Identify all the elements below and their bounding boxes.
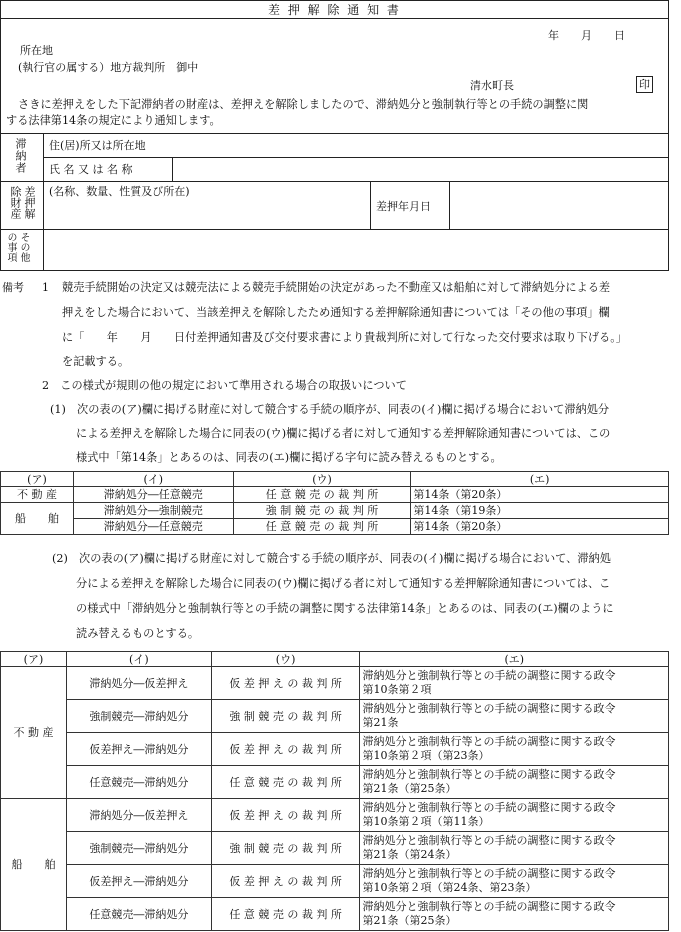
- table2-group-ship: 船 舶: [1, 799, 67, 931]
- table2-cell-d-line1: 滞納処分と強制執行等との手続の調整に関する政令: [362, 669, 616, 682]
- table-row: [1, 832, 669, 865]
- address-label: 所在地: [20, 44, 53, 57]
- table1-header-a: (ア): [1, 472, 74, 487]
- body-text-line1: さきに差押えをした下記滞納者の財産は、差押えを解除しましたので、滞納処分と強制執行等との手続の調整に関: [18, 98, 589, 111]
- table2-cell-b: 滞納処分―仮差押え: [66, 799, 211, 832]
- table2-cell-c: 任 意 競 売 の 裁 判 所: [211, 898, 360, 931]
- table2-cell-d-line1: 滞納処分と強制執行等との手続の調整に関する政令: [362, 834, 616, 847]
- table2-cell-d: [360, 865, 669, 898]
- taxpayer-label: 滞納者: [14, 138, 27, 174]
- table2-group-realestate: 不 動 産: [1, 667, 67, 799]
- note1-line2: 押えをした場合において、当該差押えを解除したため通知する差押解除通知書については「その他の事項」欄: [62, 306, 610, 319]
- property-description-label: (名称、数量、性質及び所在): [49, 185, 190, 198]
- table1-cell-d: 第14条（第19条）: [411, 503, 669, 519]
- table2-cell-d-line1: 滞納処分と強制執行等との手続の調整に関する政令: [362, 867, 616, 880]
- table-row: [1, 667, 669, 700]
- table2-cell-c: 強 制 競 売 の 裁 判 所: [211, 832, 360, 865]
- para1-line3: 様式中「第14条」とあるのは、同表の(エ)欄に掲げる字句に読み替えるものとする。: [76, 451, 502, 464]
- table2-cell-d: [360, 832, 669, 865]
- table-row: [1, 733, 669, 766]
- table2-cell-d: [360, 898, 669, 931]
- table2-header-c: (ウ): [211, 652, 360, 667]
- table2-cell-d-line1: 滞納処分と強制執行等との手続の調整に関する政令: [362, 900, 616, 913]
- table2-cell-d-line2: 第21条（第24条）: [362, 848, 457, 861]
- table1-cell-a: 不 動 産: [1, 487, 74, 503]
- para2-line3: の様式中「滞納処分と強制執行等との手続の調整に関する法律第14条」とあるのは、同表の(エ)欄のように: [76, 602, 614, 615]
- table-row: [1, 865, 669, 898]
- table-row: [1, 700, 669, 733]
- table2-cell-d: [360, 766, 669, 799]
- para2-line4: 読み替えるものとする。: [76, 627, 200, 640]
- table2-cell-d: [360, 733, 669, 766]
- table2-cell-c: 仮 差 押 え の 裁 判 所: [211, 667, 360, 700]
- table2-cell-d-line2: 第21条（第25条）: [362, 782, 457, 795]
- table2-cell-b: 任意競売―滞納処分: [66, 898, 211, 931]
- table1-cell-c: 任 意 競 売 の 裁 判 所: [233, 487, 411, 503]
- table2-cell-d-line2: 第10条第２項（第23条）: [362, 749, 490, 762]
- table2-header-a: (ア): [1, 652, 67, 667]
- para2-line1: (2) 次の表の(ア)欄に掲げる財産に対して競合する手続の順序が、同表の(イ)欄に掲げる場合において、滞納処: [52, 552, 611, 565]
- table2-header-b: (イ): [66, 652, 211, 667]
- table2-cell-d-line2: 第10条第２項: [362, 683, 432, 696]
- table2-cell-d-line1: 滞納処分と強制執行等との手続の調整に関する政令: [362, 801, 616, 814]
- table-row: [1, 898, 669, 931]
- table1-cell-c: 任 意 競 売 の 裁 判 所: [233, 519, 411, 535]
- table1-header-row: [1, 472, 669, 487]
- name-field-label: 氏 名 又 は 名 称: [49, 163, 133, 176]
- note1-number: 1: [42, 281, 49, 294]
- table-row: [1, 503, 669, 519]
- court-label: (執行官の属する）地方裁判所 御中: [18, 61, 199, 74]
- table1-cell-d: 第14条（第20条）: [411, 487, 669, 503]
- note1-line1: 競売手続開始の決定又は競売法による競売手続開始の決定があった不動産又は船舶に対して滞納処分による差: [62, 281, 611, 294]
- table2-cell-b: 仮差押え―滞納処分: [66, 865, 211, 898]
- table1: [0, 471, 669, 535]
- notes-heading: 備考: [2, 281, 24, 294]
- table2-cell-d-line2: 第10条第２項（第24条、第23条）: [362, 881, 537, 894]
- table2-cell-b: 任意競売―滞納処分: [66, 766, 211, 799]
- table1-cell-b: 滞納処分―任意競売: [73, 487, 233, 503]
- table2-cell-b: 滞納処分―仮差押え: [66, 667, 211, 700]
- table2-header-row: [1, 652, 669, 667]
- table1-cell-b: 滞納処分―強制競売: [73, 503, 233, 519]
- table2-cell-d-line2: 第21条（第25条）: [362, 914, 457, 927]
- body-text-line2: する法律第14条の規定により通知します。: [6, 114, 221, 127]
- table2-cell-d-line1: 滞納処分と強制執行等との手続の調整に関する政令: [362, 768, 616, 781]
- table1-header-c: (ウ): [233, 472, 411, 487]
- table2-cell-d: [360, 799, 669, 832]
- table2-cell-c: 任 意 競 売 の 裁 判 所: [211, 766, 360, 799]
- seizure-date-label: 差押年月日: [376, 200, 431, 213]
- table2-cell-c: 仮 差 押 え の 裁 判 所: [211, 865, 360, 898]
- seal-mark: 印: [636, 76, 653, 93]
- table-row: [1, 766, 669, 799]
- table-row: [1, 519, 669, 535]
- table2-cell-d: [360, 700, 669, 733]
- table2-cell-d-line1: 滞納処分と強制執行等との手続の調整に関する政令: [362, 735, 616, 748]
- other-matters-label: [4, 232, 40, 268]
- address-field-label: 住(居)所又は所在地: [49, 139, 146, 152]
- table2: [0, 651, 669, 931]
- table2-cell-d: [360, 667, 669, 700]
- table2-cell-c: 仮 差 押 え の 裁 判 所: [211, 799, 360, 832]
- table-row: [1, 487, 669, 503]
- note1-line4: を記載する。: [62, 355, 130, 368]
- table1-header-d: (エ): [411, 472, 669, 487]
- table1-cell-b: 滞納処分―任意競売: [73, 519, 233, 535]
- note2-line: 2 この様式が規則の他の規定において準用される場合の取扱いについて: [42, 379, 407, 392]
- table2-cell-b: 強制競売―滞納処分: [66, 832, 211, 865]
- issuer-label: 清水町長: [470, 79, 514, 92]
- para2-line2: 分による差押えを解除した場合に同表の(ウ)欄に掲げる者に対して通知する差押解除通知書については、こ: [76, 577, 611, 590]
- table1-cell-d: 第14条（第20条）: [411, 519, 669, 535]
- table2-cell-d-line2: 第10条第２項（第11条）: [362, 815, 490, 828]
- form-title: 差 押 解 除 通 知 書: [268, 3, 401, 17]
- table2-cell-c: 仮 差 押 え の 裁 判 所: [211, 733, 360, 766]
- table1-cell-a: 船 舶: [1, 503, 74, 535]
- table1-cell-c: 強 制 競 売 の 裁 判 所: [233, 503, 411, 519]
- table2-cell-b: 仮差押え―滞納処分: [66, 733, 211, 766]
- table2-cell-c: 強 制 競 売 の 裁 判 所: [211, 700, 360, 733]
- para1-line1: (1) 次の表の(ア)欄に掲げる財産に対して競合する手続の順序が、同表の(イ)欄に掲げる場合において滞納処分: [50, 403, 610, 416]
- para1-line2: による差押えを解除した場合に同表の(ウ)欄に掲げる者に対して通知する差押解除通知書については、この: [76, 427, 611, 440]
- table1-header-b: (イ): [73, 472, 233, 487]
- released-property-text: 差押解除財産: [9, 186, 36, 219]
- table-row: [1, 799, 669, 832]
- table2-cell-d-line1: 滞納処分と強制執行等との手続の調整に関する政令: [362, 702, 616, 715]
- table2-header-d: (エ): [360, 652, 669, 667]
- released-property-label: [4, 186, 40, 228]
- other-matters-text: その他の事項: [5, 232, 29, 262]
- table2-cell-d-line2: 第21条: [362, 716, 399, 729]
- date-label: 年 月 日: [548, 29, 625, 42]
- table2-cell-b: 強制競売―滞納処分: [66, 700, 211, 733]
- note1-line3: に「 年 月 日付差押通知書及び交付要求書により貴裁判所に対して行なった交付要求は取り下げる。」: [62, 331, 627, 344]
